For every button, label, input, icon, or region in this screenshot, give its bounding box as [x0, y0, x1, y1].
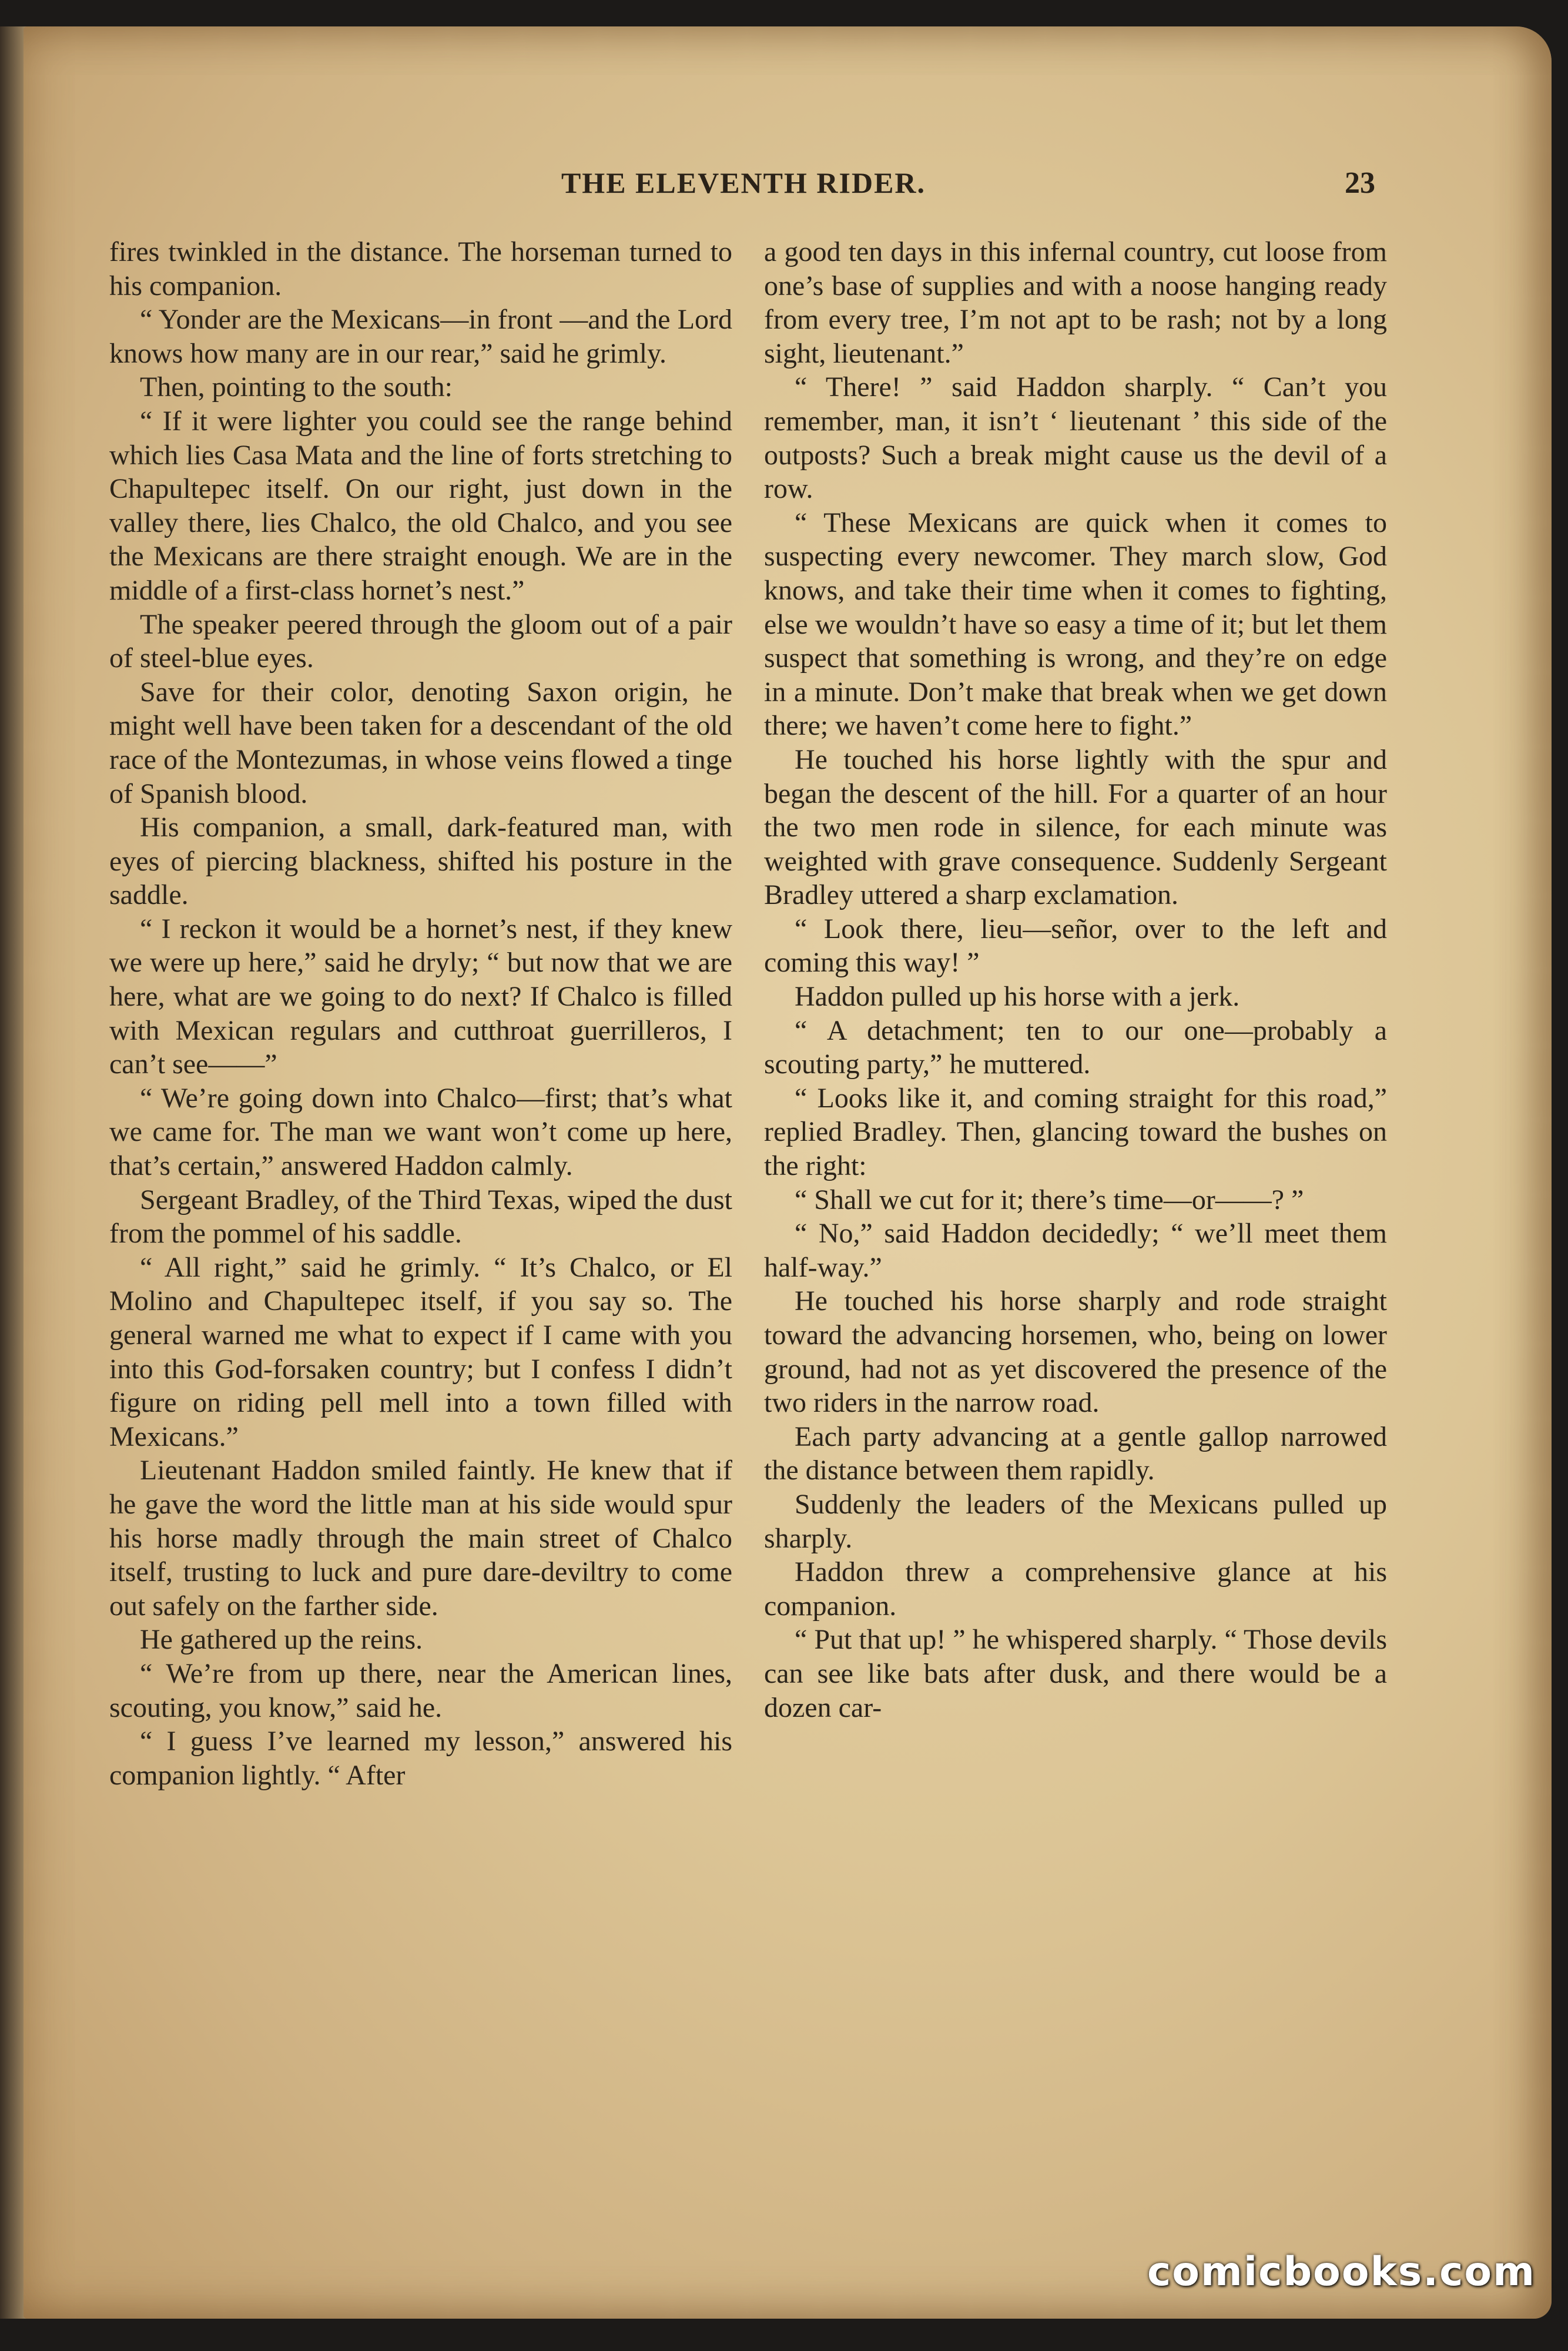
paragraph: Haddon pulled up his horse with a jerk.	[795, 981, 1240, 1013]
paragraph: He touched his horse lightly with the spur and began the descent of the hill. For a quarter of an hour the two men rode in silence, for each minute was weighted with grave consequence. Suddenly Sergeant Bradley uttered a sharp exclamation.	[764, 744, 1387, 911]
paragraph: fires twinkled in the distance. The horseman turned to his companion.	[109, 236, 732, 302]
paragraph: The speaker peered through the gloom out of a pair of steel-blue eyes.	[109, 608, 732, 674]
paragraph: “ All right,” said he grimly. “ It’s Chalco, or El Molino and Chapultepec itself, if you say so. The general warned me what to expect if I came with you into this God-forsaken country; but I confess I didn’t figure on riding pell mell into a town filled with Mexicans.”	[109, 1251, 732, 1452]
paragraph: Then, pointing to the south:	[140, 371, 453, 403]
paragraph: He gathered up the reins.	[140, 1624, 423, 1656]
paragraph: “ Looks like it, and coming straight for this road,” replied Bradley. Then, glancing toward the bushes on the right:	[764, 1082, 1387, 1182]
running-title: THE ELEVENTH RIDER.	[561, 166, 926, 199]
paragraph: “ These Mexicans are quick when it comes to suspecting every newcomer. They march slow, God knows, and take their time when it comes to fighting, else we wouldn’t have so easy a time of it; but let them suspect that something is wrong, and they’re on edge in a minute. Don’t make that break when we get down there; we haven’t come here to fight.”	[764, 507, 1387, 742]
paragraph: “ We’re from up there, near the American lines, scouting, you know,” said he.	[109, 1657, 732, 1723]
paragraph: “ Yonder are the Mexicans—in front —and the Lord knows how many are in our rear,” said he grimly.	[109, 304, 732, 369]
paragraph: “ Put that up! ” he whispered sharply. “ Those devils can see like bats after dusk, and there would be a dozen car-	[764, 1624, 1387, 1723]
paragraph: “ I guess I’ve learned my lesson,” answered his companion lightly. “ After	[109, 1726, 732, 1791]
paragraph: He touched his horse sharply and rode straight toward the advancing horsemen, who, being on lower ground, had not as yet discovered the presence of the two riders in the narrow road.	[764, 1285, 1387, 1419]
paragraph: Suddenly the leaders of the Mexicans pulled up sharply.	[764, 1488, 1387, 1554]
paragraph: “ If it were lighter you could see the range behind which lies Casa Mata and the line of forts stretching to Chapultepec itself. On our right, just down in the valley there, lies Chalco, the old Chalco, and you see the Mexicans are there straight enough. We are in the middle of a first-class hornet’s nest.”	[109, 405, 732, 606]
watermark: comicbooks.com	[1147, 2249, 1536, 2295]
page-number: 23	[1345, 166, 1375, 200]
paragraph: Save for their color, denoting Saxon origin, he might well have been taken for a descendant of the old race of the Montezumas, in whose veins flowed a tinge of Spanish blood.	[109, 676, 732, 809]
paragraph: Each party advancing at a gentle gallop narrowed the distance between them rapidly.	[764, 1421, 1387, 1486]
right-column	[764, 235, 1387, 1724]
paragraph: “ I reckon it would be a hornet’s nest, if they knew we were up here,” said he dryly; “ but now that we are here, what are we going to do next? If Chalco is filled with Mexican regulars and cutthroat guerrilleros, I can’t see——”	[109, 913, 732, 1080]
paragraph: Lieutenant Haddon smiled faintly. He knew that if he gave the word the little man at his side would spur his horse madly through the main street of Chalco itself, trusting to luck and pure dare-deviltry to come out safely on the farther side.	[109, 1455, 732, 1622]
paragraph: Sergeant Bradley, of the Third Texas, wiped the dust from the pommel of his saddle.	[109, 1184, 732, 1250]
paragraph: His companion, a small, dark-featured man, with eyes of piercing blackness, shifted his posture in the saddle.	[109, 812, 732, 911]
paragraph: “ There! ” said Haddon sharply. “ Can’t you remember, man, it isn’t ‘ lieutenant ’ this side of the outposts? Such a break might cause us the devil of a row.	[764, 371, 1387, 505]
paragraph: Haddon threw a comprehensive glance at his companion.	[764, 1556, 1387, 1622]
left-column	[109, 235, 732, 1792]
page-header	[112, 166, 1375, 213]
paragraph: “ We’re going down into Chalco—first; that’s what we came for. The man we want won’t come up here, that’s certain,” answered Haddon calmly.	[109, 1082, 732, 1182]
paragraph: a good ten days in this infernal country, cut loose from one’s base of supplies and with a noose hanging ready from every tree, I’m not apt to be rash; not by a long sight, lieutenant.”	[764, 236, 1387, 369]
paragraph: “ Shall we cut for it; there’s time—or——? ”	[795, 1184, 1304, 1215]
paragraph: “ Look there, lieu—señor, over to the left and coming this way! ”	[764, 913, 1387, 979]
paragraph: “ No,” said Haddon decidedly; “ we’ll meet them half-way.”	[764, 1218, 1387, 1283]
paragraph: “ A detachment; ten to our one—probably a scouting party,” he muttered.	[764, 1014, 1387, 1080]
